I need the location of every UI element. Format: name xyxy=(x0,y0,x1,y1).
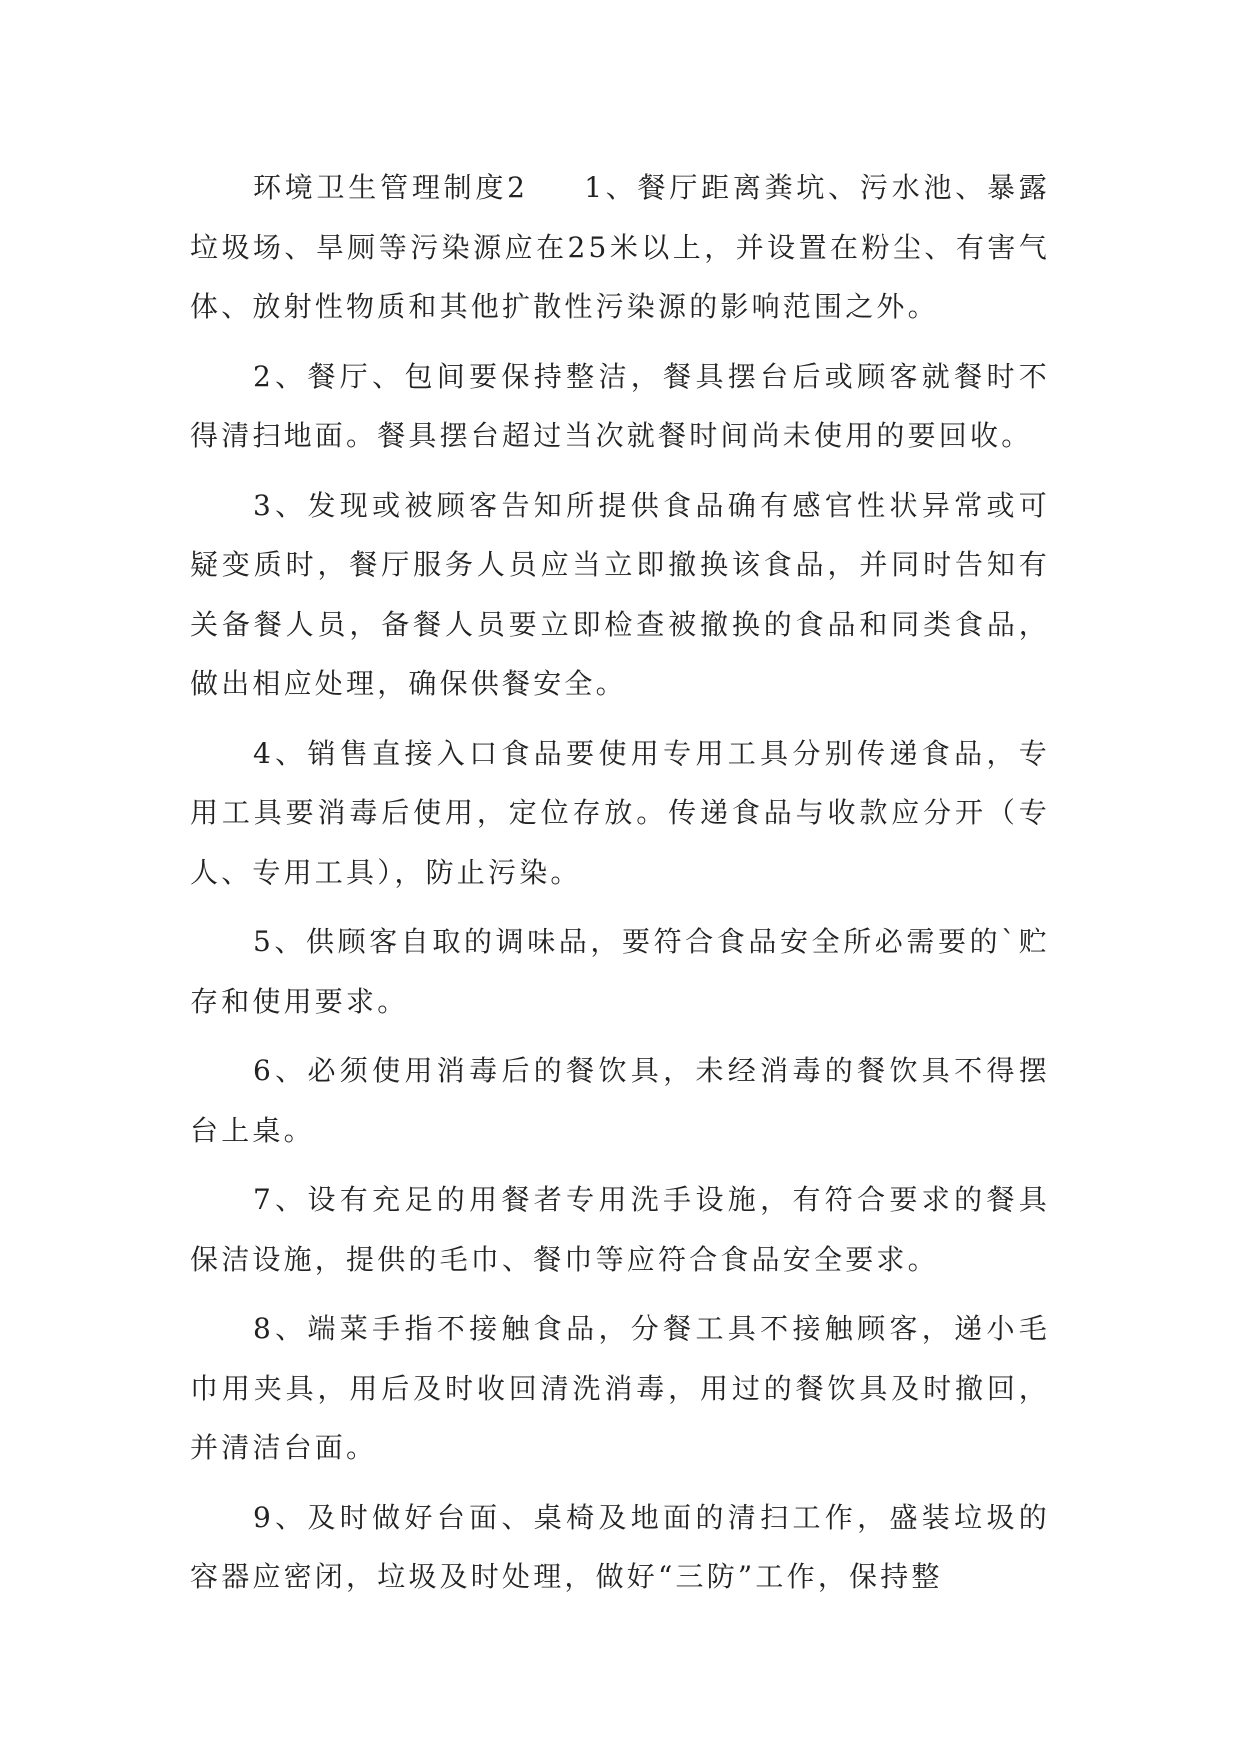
paragraph-4: 4、销售直接入口食品要使用专用工具分别传递食品，专用工具要消毒后使用，定位存放。传递食品与收款应分开（专人、专用工具），防止污染。 xyxy=(190,736,1050,889)
document-body xyxy=(190,158,1050,1607)
paragraph-6: 6、必须使用消毒后的餐饮具，未经消毒的餐饮具不得摆台上桌。 xyxy=(190,1054,1050,1147)
paragraph-text: 1、餐厅距离粪坑、污水池、暴露垃圾场、旱厕等污染源应在25米以上，并设置在粉尘、有害气体、放射性物质和其他扩散性污染源的影响范围之外。 xyxy=(190,171,1050,323)
paragraph-5: 5、供顾客自取的调味品，要符合食品安全所必需要的`贮存和使用要求。 xyxy=(190,925,1050,1018)
paragraph-7: 7、设有充足的用餐者专用洗手设施，有符合要求的餐具保洁设施，提供的毛巾、餐巾等应符合食品安全要求。 xyxy=(190,1183,1050,1276)
paragraph-2: 2、餐厅、包间要保持整洁，餐具摆台后或顾客就餐时不得清扫地面。餐具摆台超过当次就餐时间尚未使用的要回收。 xyxy=(190,359,1050,452)
paragraph-1 xyxy=(190,158,1050,337)
paragraph-8: 8、端菜手指不接触食品，分餐工具不接触顾客，递小毛巾用夹具，用后及时收回清洗消毒，用过的餐饮具及时撤回，并清洁台面。 xyxy=(190,1312,1050,1464)
paragraph-9: 9、及时做好台面、桌椅及地面的清扫工作，盛装垃圾的容器应密闭，垃圾及时处理，做好“三防”工作，保持整 xyxy=(190,1500,1050,1593)
paragraph-3: 3、发现或被顾客告知所提供食品确有感官性状异常或可疑变质时，餐厅服务人员应当立即撤换该食品，并同时告知有关备餐人员，备餐人员要立即检查被撤换的食品和同类食品，做出相应处理，确保供餐安全。 xyxy=(190,488,1050,700)
document-title: 环境卫生管理制度2 xyxy=(253,171,529,204)
